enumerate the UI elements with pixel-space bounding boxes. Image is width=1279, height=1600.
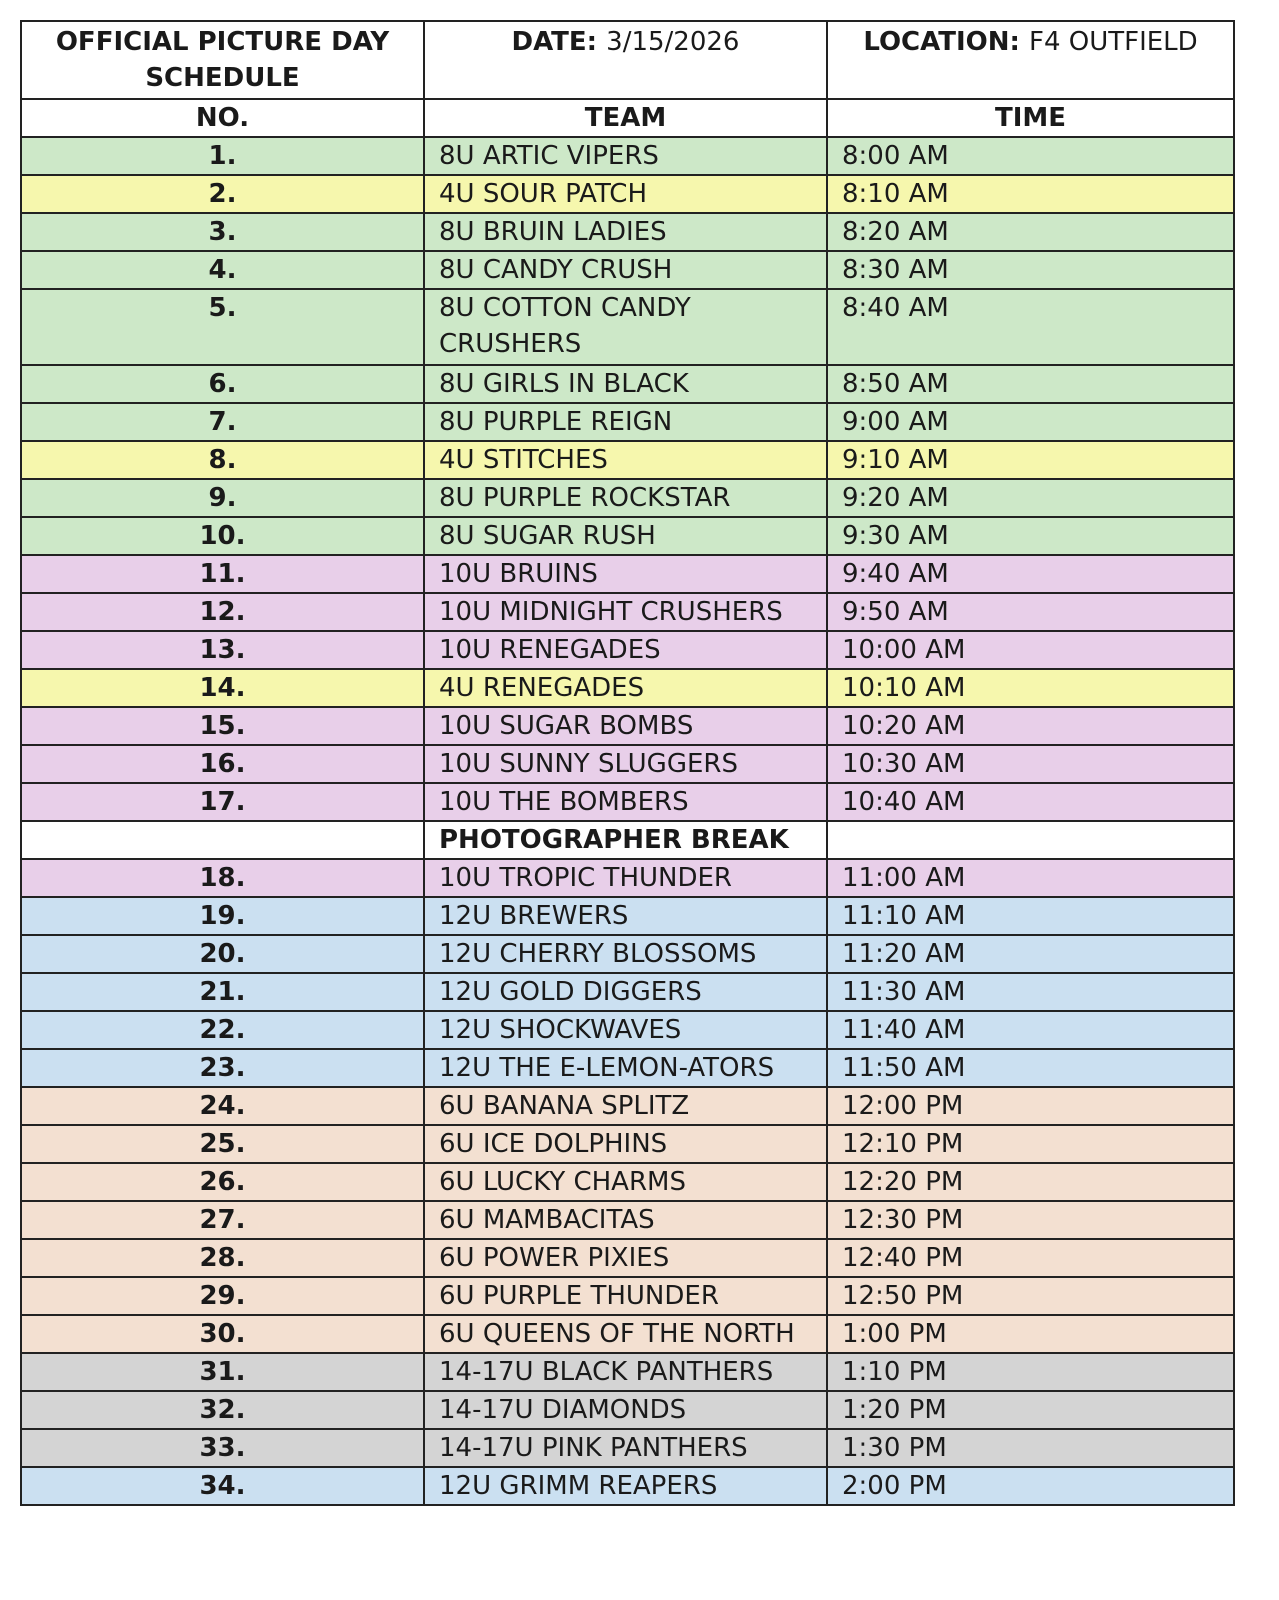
schedule-row — [21, 1011, 1234, 1049]
schedule-row — [21, 175, 1234, 213]
team-name: 8U CANDY CRUSH — [424, 251, 827, 289]
date-label: DATE: — [511, 27, 598, 57]
schedule-row — [21, 631, 1234, 669]
schedule-row — [21, 213, 1234, 251]
time-slot: 9:20 AM — [827, 479, 1234, 517]
time-slot: 12:00 PM — [827, 1087, 1234, 1125]
schedule-row — [21, 137, 1234, 175]
schedule-row — [21, 555, 1234, 593]
schedule-row — [21, 365, 1234, 403]
schedule-row — [21, 1201, 1234, 1239]
row-number: 32. — [21, 1391, 424, 1429]
schedule-row — [21, 1391, 1234, 1429]
time-slot: 11:00 AM — [827, 859, 1234, 897]
team-name: 8U GIRLS IN BLACK — [424, 365, 827, 403]
time-slot: 1:30 PM — [827, 1429, 1234, 1467]
column-header-no: NO. — [21, 99, 424, 137]
row-number: 14. — [21, 669, 424, 707]
team-name: 14-17U BLACK PANTHERS — [424, 1353, 827, 1391]
row-number: 10. — [21, 517, 424, 555]
row-number: 22. — [21, 1011, 424, 1049]
date-value: 3/15/2026 — [606, 27, 740, 57]
row-number: 12. — [21, 593, 424, 631]
team-name: 8U ARTIC VIPERS — [424, 137, 827, 175]
time-slot: 8:10 AM — [827, 175, 1234, 213]
team-name: 14-17U PINK PANTHERS — [424, 1429, 827, 1467]
team-name: 12U THE E-LEMON-ATORS — [424, 1049, 827, 1087]
team-name: 14-17U DIAMONDS — [424, 1391, 827, 1429]
schedule-row — [21, 251, 1234, 289]
team-name: 10U SUGAR BOMBS — [424, 707, 827, 745]
team-name: 8U COTTON CANDY CRUSHERS — [424, 289, 827, 365]
time-slot: 8:30 AM — [827, 251, 1234, 289]
schedule-row — [21, 1049, 1234, 1087]
team-name: 10U TROPIC THUNDER — [424, 859, 827, 897]
schedule-row — [21, 1467, 1234, 1505]
row-number: 27. — [21, 1201, 424, 1239]
time-slot: 11:50 AM — [827, 1049, 1234, 1087]
row-number: 19. — [21, 897, 424, 935]
row-number: 7. — [21, 403, 424, 441]
team-name: PHOTOGRAPHER BREAK — [424, 821, 827, 859]
team-name: 8U BRUIN LADIES — [424, 213, 827, 251]
team-name: 10U THE BOMBERS — [424, 783, 827, 821]
time-slot: 12:20 PM — [827, 1163, 1234, 1201]
team-name: 10U MIDNIGHT CRUSHERS — [424, 593, 827, 631]
schedule-title: OFFICIAL PICTURE DAY SCHEDULE — [21, 21, 424, 99]
team-name: 12U GOLD DIGGERS — [424, 973, 827, 1011]
location-cell — [827, 21, 1234, 99]
time-slot: 2:00 PM — [827, 1467, 1234, 1505]
time-slot: 8:20 AM — [827, 213, 1234, 251]
row-number: 17. — [21, 783, 424, 821]
row-number: 5. — [21, 289, 424, 365]
time-slot: 12:50 PM — [827, 1277, 1234, 1315]
schedule-row — [21, 1429, 1234, 1467]
time-slot: 10:10 AM — [827, 669, 1234, 707]
schedule-row — [21, 403, 1234, 441]
schedule-row — [21, 479, 1234, 517]
team-name: 6U ICE DOLPHINS — [424, 1125, 827, 1163]
time-slot: 9:40 AM — [827, 555, 1234, 593]
team-name: 12U SHOCKWAVES — [424, 1011, 827, 1049]
schedule-row — [21, 1353, 1234, 1391]
team-name: 6U QUEENS OF THE NORTH — [424, 1315, 827, 1353]
row-number: 8. — [21, 441, 424, 479]
row-number: 30. — [21, 1315, 424, 1353]
schedule-row — [21, 669, 1234, 707]
schedule-row — [21, 1163, 1234, 1201]
row-number: 29. — [21, 1277, 424, 1315]
time-slot: 10:40 AM — [827, 783, 1234, 821]
schedule-row — [21, 1277, 1234, 1315]
time-slot: 8:40 AM — [827, 289, 1234, 365]
break-row — [21, 821, 1234, 859]
schedule-row — [21, 897, 1234, 935]
team-name: 6U POWER PIXIES — [424, 1239, 827, 1277]
column-header-row — [21, 99, 1234, 137]
team-name: 10U RENEGADES — [424, 631, 827, 669]
time-slot: 12:30 PM — [827, 1201, 1234, 1239]
team-name: 6U PURPLE THUNDER — [424, 1277, 827, 1315]
team-name: 6U MAMBACITAS — [424, 1201, 827, 1239]
time-slot: 12:10 PM — [827, 1125, 1234, 1163]
team-name: 10U SUNNY SLUGGERS — [424, 745, 827, 783]
row-number: 4. — [21, 251, 424, 289]
row-number: 13. — [21, 631, 424, 669]
date-cell — [424, 21, 827, 99]
time-slot: 9:10 AM — [827, 441, 1234, 479]
time-slot: 9:50 AM — [827, 593, 1234, 631]
time-slot: 11:10 AM — [827, 897, 1234, 935]
schedule-row — [21, 593, 1234, 631]
row-number: 18. — [21, 859, 424, 897]
time-slot: 10:00 AM — [827, 631, 1234, 669]
row-number: 20. — [21, 935, 424, 973]
team-name: 10U BRUINS — [424, 555, 827, 593]
schedule-row — [21, 973, 1234, 1011]
schedule-row — [21, 1239, 1234, 1277]
row-number: 26. — [21, 1163, 424, 1201]
team-name: 12U CHERRY BLOSSOMS — [424, 935, 827, 973]
column-header-time: TIME — [827, 99, 1234, 137]
row-number: 11. — [21, 555, 424, 593]
time-slot: 11:20 AM — [827, 935, 1234, 973]
time-slot: 1:20 PM — [827, 1391, 1234, 1429]
schedule-row — [21, 1087, 1234, 1125]
time-slot: 1:00 PM — [827, 1315, 1234, 1353]
team-name: 4U SOUR PATCH — [424, 175, 827, 213]
time-slot: 8:50 AM — [827, 365, 1234, 403]
row-number: 25. — [21, 1125, 424, 1163]
row-number: 21. — [21, 973, 424, 1011]
row-number: 15. — [21, 707, 424, 745]
schedule-row — [21, 1125, 1234, 1163]
row-number — [21, 821, 424, 859]
team-name: 6U LUCKY CHARMS — [424, 1163, 827, 1201]
row-number: 31. — [21, 1353, 424, 1391]
time-slot: 11:40 AM — [827, 1011, 1234, 1049]
picture-day-schedule-table — [20, 20, 1235, 1506]
row-number: 16. — [21, 745, 424, 783]
row-number: 24. — [21, 1087, 424, 1125]
row-number: 28. — [21, 1239, 424, 1277]
team-name: 4U RENEGADES — [424, 669, 827, 707]
schedule-row — [21, 783, 1234, 821]
team-name: 8U SUGAR RUSH — [424, 517, 827, 555]
row-number: 9. — [21, 479, 424, 517]
time-slot: 9:00 AM — [827, 403, 1234, 441]
team-name: 8U PURPLE REIGN — [424, 403, 827, 441]
row-number: 3. — [21, 213, 424, 251]
time-slot: 11:30 AM — [827, 973, 1234, 1011]
column-header-team: TEAM — [424, 99, 827, 137]
team-name: 6U BANANA SPLITZ — [424, 1087, 827, 1125]
row-number: 23. — [21, 1049, 424, 1087]
schedule-header-row — [21, 21, 1234, 99]
schedule-row — [21, 859, 1234, 897]
time-slot: 1:10 PM — [827, 1353, 1234, 1391]
schedule-row — [21, 517, 1234, 555]
team-name: 12U GRIMM REAPERS — [424, 1467, 827, 1505]
team-name: 12U BREWERS — [424, 897, 827, 935]
schedule-row — [21, 935, 1234, 973]
row-number: 2. — [21, 175, 424, 213]
row-number: 1. — [21, 137, 424, 175]
schedule-row — [21, 707, 1234, 745]
location-label: LOCATION: — [863, 27, 1020, 57]
location-value: F4 OUTFIELD — [1028, 27, 1198, 57]
time-slot: 12:40 PM — [827, 1239, 1234, 1277]
team-name: 4U STITCHES — [424, 441, 827, 479]
row-number: 34. — [21, 1467, 424, 1505]
time-slot — [827, 821, 1234, 859]
time-slot: 9:30 AM — [827, 517, 1234, 555]
schedule-row — [21, 745, 1234, 783]
row-number: 6. — [21, 365, 424, 403]
schedule-row — [21, 441, 1234, 479]
time-slot: 10:20 AM — [827, 707, 1234, 745]
row-number: 33. — [21, 1429, 424, 1467]
team-name: 8U PURPLE ROCKSTAR — [424, 479, 827, 517]
schedule-row — [21, 289, 1234, 365]
time-slot: 8:00 AM — [827, 137, 1234, 175]
time-slot: 10:30 AM — [827, 745, 1234, 783]
schedule-row — [21, 1315, 1234, 1353]
